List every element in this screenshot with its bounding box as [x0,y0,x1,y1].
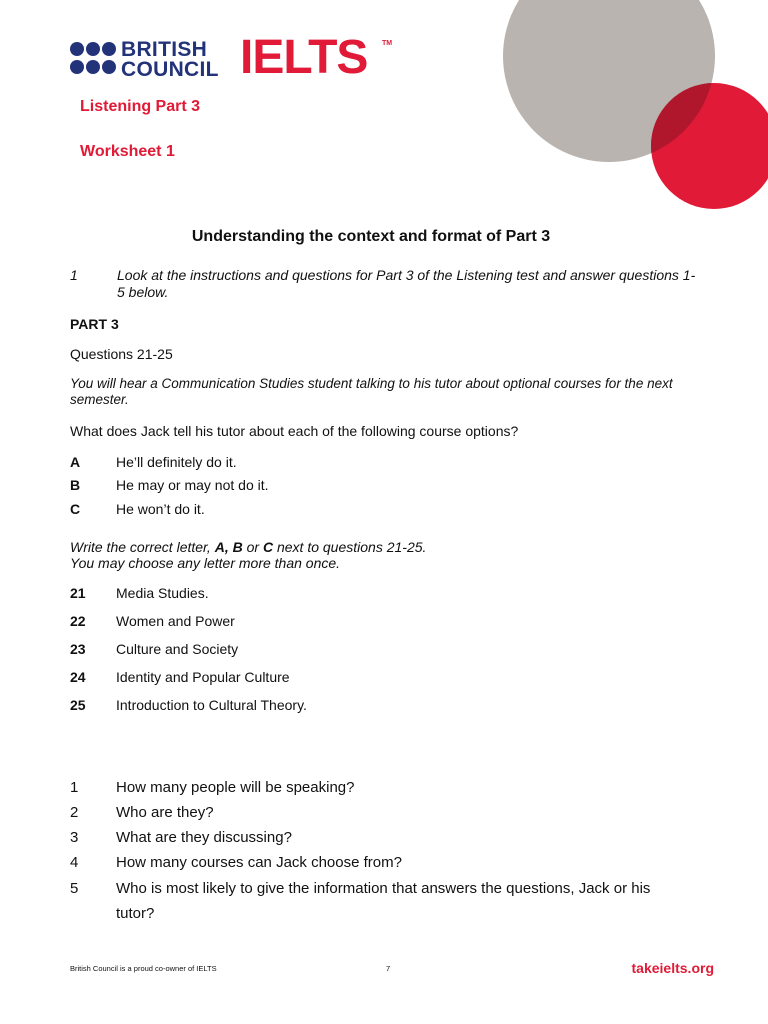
answer-instruction: Write the correct letter, A, B or C next to questions 21-25. You may choose any letter more than once. [70,539,427,571]
decorative-red-circle [651,83,768,209]
trademark-mark: TM [382,40,393,47]
section-heading: Listening Part 3 [80,98,201,115]
questions-range: Questions 21-25 [70,346,173,362]
task-instruction: Look at the instructions and questions for Part 3 of the Listening test and answer questions 1-5 below. [117,267,696,300]
option-text: He may or may not do it. [116,477,269,493]
option-text: He’ll definitely do it. [116,454,237,470]
option-text: He won’t do it. [116,501,205,517]
british-council-wordmark: BRITISH COUNCIL [121,38,219,81]
footer-credit: British Council is a proud co-owner of IELTS [70,964,217,973]
worksheet-heading: Worksheet 1 [80,143,175,160]
prompt-text: What does Jack tell his tutor about each of the following course options? [70,423,519,439]
part-heading: PART 3 [70,316,119,332]
footer-website-link[interactable]: takeielts.org [631,960,714,976]
option-letter: A [70,454,81,470]
context-text: You will hear a Communication Studies student talking to his tutor about optional courses for the next semester. [70,376,673,407]
page-title: Understanding the context and format of Part 3 [191,228,551,245]
ielts-logo: IELTS [240,31,368,84]
page-number: 7 [386,964,391,973]
option-letter: B [70,477,81,493]
british-council-dots-icon [70,42,118,82]
option-letter: C [70,501,81,517]
task-number: 1 [70,267,78,283]
